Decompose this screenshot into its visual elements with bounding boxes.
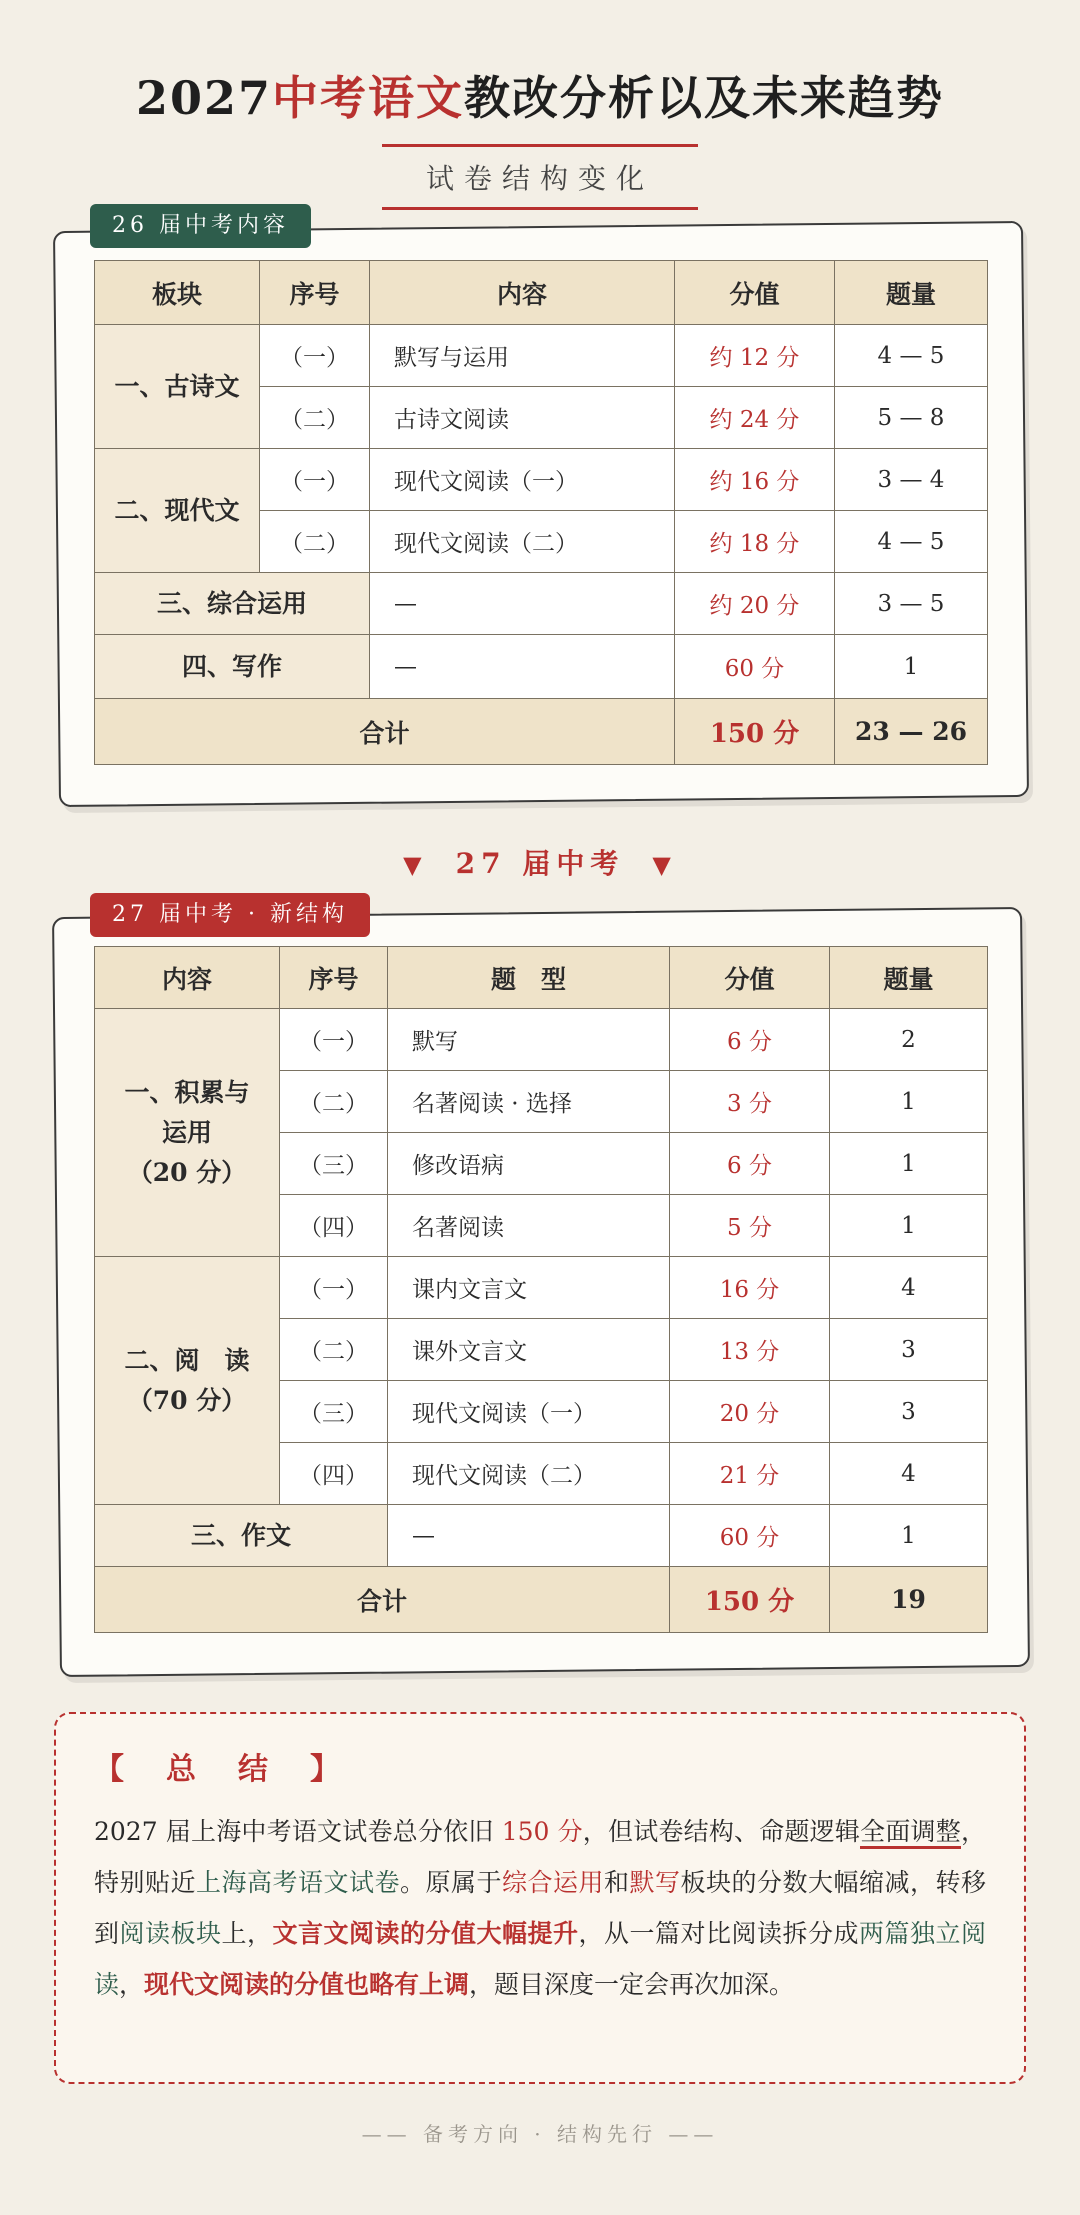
section-cell: 二、现代文 [95,449,260,573]
footer-slogan: —— 备考方向 · 结构先行 —— [361,2122,719,2146]
content-cell: 名著阅读 [388,1195,670,1257]
table-row [95,325,988,387]
score-cell: 16 分 [670,1257,830,1319]
count-cell: 1 [830,1195,988,1257]
score-cell: 21 分 [670,1443,830,1505]
content-cell: — [388,1505,670,1567]
total-score: 150 分 [675,699,835,765]
count-cell: 3 — 4 [835,449,988,511]
count-cell: 4 — 5 [835,325,988,387]
summary-highlight: 150 分 [501,1817,583,1846]
triangle-down-icon: ▼ [652,850,677,879]
content-cell: 默写 [388,1009,670,1071]
summary-fragment: 。原属于 [399,1868,502,1897]
score-cell: 60 分 [675,635,835,699]
summary-fragment: 和 [603,1868,630,1897]
summary-highlight: 综合运用 [501,1868,604,1897]
number-cell: （四） [280,1443,388,1505]
section-cell: 一、古诗文 [95,325,260,449]
content-cell: 现代文阅读（二） [388,1443,670,1505]
table-27-tag: 27 届中考 · 新结构 [90,893,370,937]
summary-highlight: 阅读板块 [119,1919,222,1948]
number-cell: （二） [280,1319,388,1381]
count-cell: 1 [830,1505,988,1567]
summary-fragment: ，题目深度一定会再次加深。 [469,1970,795,1999]
table-header-row [95,261,988,325]
summary-fragment: ， [119,1970,145,1999]
count-cell: 3 [830,1319,988,1381]
score-cell: 60 分 [670,1505,830,1567]
header-cell: 序号 [260,261,370,325]
table-row [95,1009,988,1071]
summary-fragment: 2027 届上海中考语文试卷总分依旧 [94,1817,502,1846]
header-cell: 题量 [830,947,988,1009]
total-row [95,1567,988,1633]
count-cell: 4 [830,1257,988,1319]
number-cell: （二） [260,387,370,449]
count-cell: 4 — 5 [835,511,988,573]
header-cell: 板块 [95,261,260,325]
count-cell: 5 — 8 [835,387,988,449]
total-score: 150 分 [670,1567,830,1633]
score-cell: 20 分 [670,1381,830,1443]
score-cell: 5 分 [670,1195,830,1257]
section-divider [0,842,1080,882]
number-cell: （三） [280,1381,388,1443]
content-cell: 现代文阅读（二） [370,511,675,573]
total-row [95,699,988,765]
subtitle-banner [382,144,698,210]
section-name: 二、阅 读 [124,1345,250,1375]
content-cell: 课内文言文 [388,1257,670,1319]
section-cell [95,1257,280,1505]
count-cell: 1 [830,1133,988,1195]
count-cell: 2 [830,1009,988,1071]
summary-highlight: 文言文阅读的分值大幅提升 [272,1919,579,1948]
content-cell: 默写与运用 [370,325,675,387]
number-cell: （一） [260,449,370,511]
summary-fragment: ，特别贴近 [94,1817,986,1897]
table-row [95,635,988,699]
score-cell: 约 18 分 [675,511,835,573]
number-cell: （三） [280,1133,388,1195]
table-header-row [95,947,988,1009]
count-cell: 3 — 5 [835,573,988,635]
number-cell: （一） [260,325,370,387]
score-cell: 6 分 [670,1133,830,1195]
summary-text [94,1806,986,2010]
section-score: （20 分） [127,1157,247,1187]
total-label: 合计 [95,699,675,765]
divider-label: 27 届中考 [455,847,625,880]
header-cell: 题 型 [388,947,670,1009]
subtitle: 试卷结构变化 [425,162,654,195]
total-label: 合计 [95,1567,670,1633]
section-name: 一、积累与运用 [124,1077,250,1147]
header-cell: 内容 [370,261,675,325]
score-cell: 13 分 [670,1319,830,1381]
content-cell: — [370,573,675,635]
header-cell: 分值 [675,261,835,325]
score-cell: 约 24 分 [675,387,835,449]
content-cell: 修改语病 [388,1133,670,1195]
count-cell: 1 [835,635,988,699]
summary-underline: 全面调整 [860,1817,961,1849]
score-cell: 约 16 分 [675,449,835,511]
summary-highlight: 两篇独立阅读 [94,1919,986,1999]
table-row [95,449,988,511]
number-cell: （二） [260,511,370,573]
score-cell: 约 20 分 [675,573,835,635]
table-row [95,573,988,635]
summary-fragment: 板块的分数大幅缩减，转移到 [94,1868,986,1948]
summary-highlight: 现代文阅读的分值也略有上调 [144,1970,470,1999]
score-cell: 约 12 分 [675,325,835,387]
number-cell: （四） [280,1195,388,1257]
table-26-tag: 26 届中考内容 [90,204,311,248]
title-suffix: 教改分析以及未来趋势 [464,71,945,125]
number-cell: （一） [280,1257,388,1319]
title-highlight: 中考语文 [272,71,465,125]
summary-title: 【 总 结 】 [94,1752,346,1787]
table-row [95,1505,988,1567]
content-cell: — [370,635,675,699]
score-cell: 3 分 [670,1071,830,1133]
section-cell: 四、写作 [95,635,370,699]
summary-box [54,1712,1026,2084]
number-cell: （二） [280,1071,388,1133]
section-score: （70 分） [127,1385,247,1415]
summary-fragment: ，从一篇对比阅读拆分成 [578,1919,859,1948]
number-cell: （一） [280,1009,388,1071]
section-cell: 三、作文 [95,1505,388,1567]
summary-highlight: 上海高考语文试卷 [196,1868,400,1897]
summary-fragment: ，但试卷结构、命题逻辑 [582,1817,861,1846]
content-cell: 课外文言文 [388,1319,670,1381]
count-cell: 4 [830,1443,988,1505]
header-cell: 分值 [670,947,830,1009]
table-26 [94,260,988,765]
header-cell: 序号 [280,947,388,1009]
count-cell: 3 [830,1381,988,1443]
header-cell: 题量 [835,261,988,325]
table-row [95,1257,988,1319]
triangle-down-icon: ▼ [403,850,428,879]
content-cell: 古诗文阅读 [370,387,675,449]
total-count: 19 [830,1567,988,1633]
header-cell: 内容 [95,947,280,1009]
section-cell: 三、综合运用 [95,573,370,635]
content-cell: 现代文阅读（一） [388,1381,670,1443]
title-prefix: 2027 [135,71,273,125]
summary-fragment: 上， [221,1919,273,1948]
score-cell: 6 分 [670,1009,830,1071]
total-count: 23 — 26 [835,699,988,765]
content-cell: 现代文阅读（一） [370,449,675,511]
page-title [0,62,1080,128]
content-cell: 名著阅读 · 选择 [388,1071,670,1133]
count-cell: 1 [830,1071,988,1133]
section-cell [95,1009,280,1257]
table-27 [94,946,988,1633]
summary-highlight: 默写 [629,1868,681,1897]
